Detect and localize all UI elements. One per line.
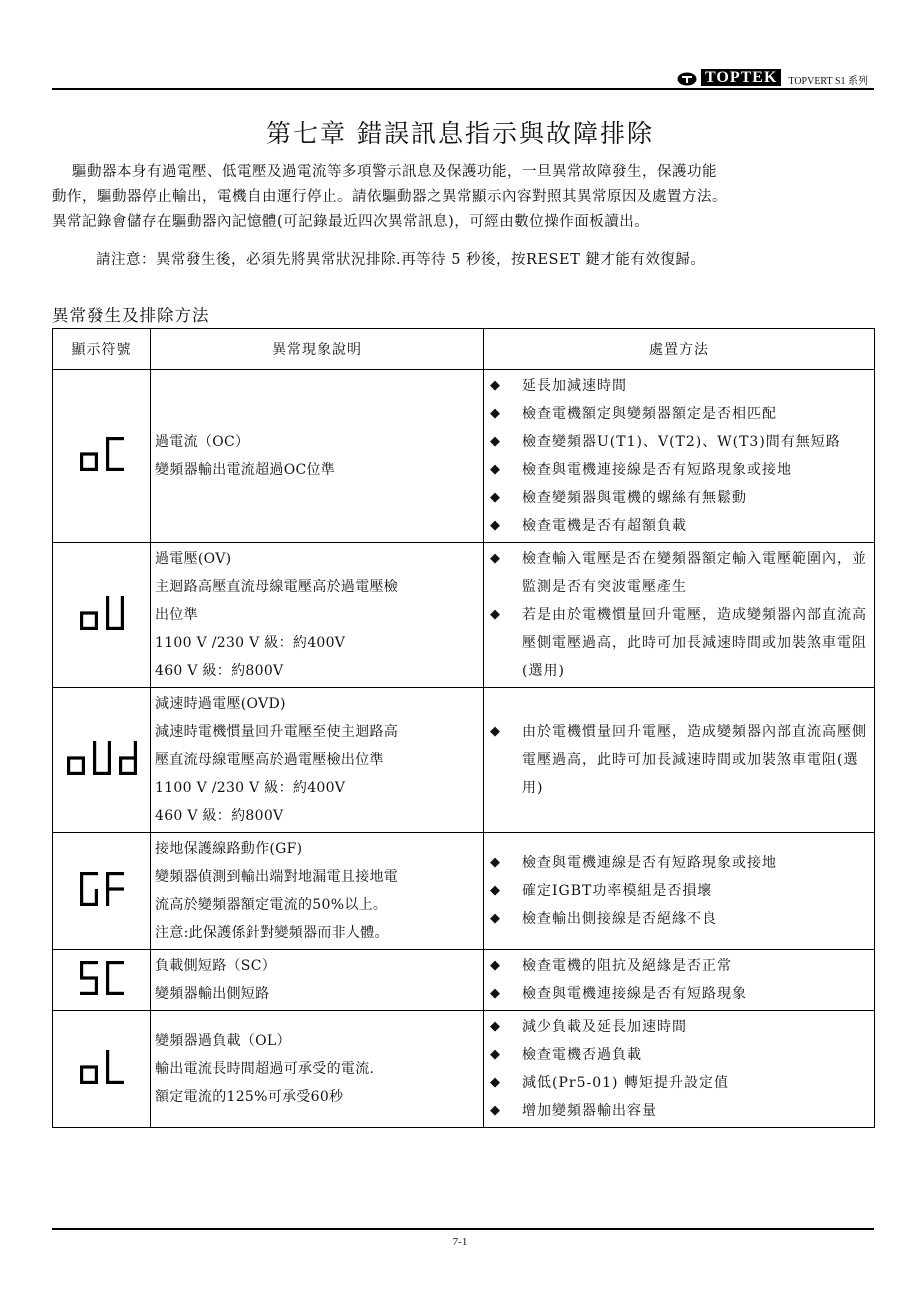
segment [106, 437, 109, 454]
remedy-cell [484, 950, 875, 1011]
description-line: 負載側短路（SC） [155, 958, 277, 974]
series-label: TOPVERT S1 系列 [788, 76, 868, 87]
description-line: 壓直流母線電壓高於過電壓檢出位準 [155, 752, 384, 768]
segment [106, 889, 109, 906]
description-line: 1100 V /230 V 級：約400V [155, 780, 346, 796]
description-line: 過電流（OC） [155, 434, 250, 450]
description-cell [151, 1011, 484, 1128]
diamond-bullet-icon: ◆ [490, 607, 501, 622]
segment [93, 741, 96, 758]
segment [80, 468, 98, 471]
segment [106, 613, 109, 630]
remedy-list [490, 372, 870, 540]
remedy-text: 檢查變頻器與電機的螺絲有無鬆動 [522, 490, 747, 506]
description-line: 出位準 [155, 607, 198, 623]
diamond-bullet-icon: ◆ [490, 518, 501, 533]
seven-segment-code [80, 961, 124, 995]
seven-segment-code [80, 1050, 124, 1084]
header-rule [52, 88, 874, 90]
remedy-item [490, 456, 870, 484]
description-line: 輸出電流長時間超過可承受的電流. [155, 1061, 375, 1077]
table-row [53, 1011, 875, 1128]
display-code-cell [53, 1011, 151, 1128]
description-line: 接地保護線路動作(GF) [155, 841, 303, 857]
segment [106, 1050, 109, 1067]
remedy-list [490, 718, 870, 802]
remedy-item [490, 1097, 870, 1125]
description-cell [151, 543, 484, 688]
display-code-cell [53, 833, 151, 950]
description-line: 流高於變頻器額定電流的50%以上。 [155, 897, 388, 913]
remedy-cell [484, 1011, 875, 1128]
remedy-text: 延長加減速時間 [522, 378, 627, 394]
description-line: 過電壓(OV) [155, 551, 232, 567]
remedy-text: 減低(Pr5-01) 轉矩提升設定值 [522, 1075, 729, 1091]
description-line: 注意:此保護係針對變頻器而非人體。 [155, 925, 389, 941]
diamond-bullet-icon: ◆ [490, 551, 501, 566]
segment [119, 756, 137, 759]
remedy-text: 檢查輸出側接線是否絕緣不良 [522, 911, 717, 927]
remedy-text: 減少負載及延長加速時間 [522, 1019, 687, 1035]
diamond-bullet-icon: ◆ [490, 1019, 501, 1034]
chapter-title: 第七章 錯誤訊息指示與故障排除 [266, 119, 654, 148]
remedy-text: 檢查電機的阻抗及絕緣是否正常 [522, 958, 732, 974]
diamond-bullet-icon: ◆ [490, 1047, 501, 1062]
description-cell [151, 370, 484, 543]
segment [106, 961, 109, 978]
intro-paragraph [52, 160, 874, 235]
description-line: 變頻器輸出側短路 [155, 986, 270, 1002]
diamond-bullet-icon: ◆ [490, 724, 501, 739]
remedy-item [490, 512, 870, 540]
remedy-list [490, 849, 870, 933]
segment [106, 887, 124, 890]
diamond-bullet-icon: ◆ [490, 378, 501, 393]
description-line: 變頻器過負載（OL） [155, 1033, 291, 1049]
remedy-item [490, 877, 870, 905]
diamond-bullet-icon: ◆ [490, 1075, 501, 1090]
diamond-bullet-icon: ◆ [490, 855, 501, 870]
header-remedy: 處置方法 [484, 329, 875, 370]
remedy-cell [484, 688, 875, 833]
header-code: 顯示符號 [53, 329, 151, 370]
diamond-bullet-icon: ◆ [490, 883, 501, 898]
segment [80, 627, 98, 630]
remedy-item [490, 905, 870, 933]
segment [133, 741, 136, 758]
toptek-logo-icon [677, 71, 697, 85]
remedy-list [490, 1013, 870, 1125]
segment [119, 758, 122, 775]
remedy-item [490, 484, 870, 512]
description-cell [151, 950, 484, 1011]
segment [67, 772, 85, 775]
segment [120, 596, 123, 613]
remedy-text: 檢查電機額定與變頻器額定是否相匹配 [522, 406, 777, 422]
display-code-cell [53, 543, 151, 688]
diamond-bullet-icon: ◆ [490, 462, 501, 477]
remedy-item [490, 980, 870, 1008]
segment [106, 596, 109, 613]
segment [94, 889, 97, 906]
remedy-text: 若是由於電機慣量回升電壓，造成變頻器內部直流高壓側電壓過高，此時可加長減速時間或加裝煞車電阻(選用) [522, 607, 867, 679]
remedy-text: 由於電機慣量回升電壓，造成變頻器內部直流高壓側電壓過高，此時可加長減速時間或加裝煞車電阻(選用) [522, 724, 867, 796]
seven-segment-code [80, 872, 124, 906]
remedy-text: 檢查與電機連接線是否有短路現象 [522, 986, 747, 1002]
display-code-cell [53, 370, 151, 543]
table-row [53, 950, 875, 1011]
description-line: 變頻器偵測到輸出端對地漏電且接地電 [155, 869, 399, 885]
table-row [53, 833, 875, 950]
remedy-cell [484, 543, 875, 688]
remedy-item [490, 718, 870, 802]
segment [80, 961, 83, 978]
description-line: 1100 V /230 V 級：約400V [155, 635, 346, 651]
description-line: 460 V 級：約800V [155, 663, 284, 679]
remedy-item [490, 545, 870, 601]
remedy-item [490, 372, 870, 400]
display-code-cell [53, 688, 151, 833]
description-cell [151, 833, 484, 950]
header-description: 異常現象說明 [151, 329, 484, 370]
segment [93, 758, 96, 775]
remedy-item [490, 1069, 870, 1097]
remedy-list [490, 545, 870, 685]
description-line: 額定電流的125%可承受60秒 [155, 1089, 344, 1105]
description-line: 減速時電機慣量回升電壓至使主迴路高 [155, 724, 399, 740]
intro-line: 動作，驅動器停止輸出，電機自由運行停止。請依驅動器之異常顯示內容對照其異常原因及處置方法。 [52, 189, 727, 205]
segment [80, 1081, 98, 1084]
remedy-text: 檢查與電機連接線是否有短路現象或接地 [522, 462, 792, 478]
segment [106, 872, 109, 889]
seven-segment-code [80, 437, 124, 471]
page-number: 7-1 [452, 1236, 468, 1248]
segment [106, 1081, 124, 1084]
diamond-bullet-icon: ◆ [490, 490, 501, 505]
table-header-row [53, 329, 875, 370]
intro-line: 異常記錄會儲存在驅動器內記憶體(可記錄最近四次異常訊息)，可經由數位操作面板讀出。 [52, 214, 650, 230]
diamond-bullet-icon: ◆ [490, 958, 501, 973]
remedy-text: 檢查電機是否有超額負載 [522, 518, 687, 534]
remedy-text: 檢查輸入電壓是否在變頻器額定輸入電壓範圍內，並監測是否有突波電壓產生 [522, 551, 867, 595]
description-line: 減速時過電壓(OVD) [155, 696, 286, 712]
description-line: 主迴路高壓直流母線電壓高於過電壓檢 [155, 579, 399, 595]
remedy-item [490, 400, 870, 428]
remedy-cell [484, 370, 875, 543]
description-cell [151, 688, 484, 833]
page-header [52, 66, 874, 90]
brand-name: TOPTEK [701, 69, 781, 86]
remedy-text: 增加變頻器輸出容量 [522, 1103, 657, 1119]
description-line: 變頻器輸出電流超過OC位準 [155, 462, 336, 478]
diamond-bullet-icon: ◆ [490, 1103, 501, 1118]
remedy-item [490, 601, 870, 685]
diamond-bullet-icon: ◆ [490, 406, 501, 421]
remedy-cell [484, 833, 875, 950]
remedy-text: 確定IGBT功率模組是否損壞 [522, 883, 713, 899]
segment [106, 468, 124, 471]
seven-segment-code [67, 741, 137, 775]
remedy-item [490, 952, 870, 980]
seven-segment-code [80, 596, 124, 630]
table-row [53, 370, 875, 543]
remedy-text: 檢查變頻器U(T1)、V(T2)、W(T3)間有無短路 [522, 434, 841, 450]
remedy-text: 檢查電機否過負載 [522, 1047, 642, 1063]
remedy-item [490, 1013, 870, 1041]
segment [107, 741, 110, 758]
diamond-bullet-icon: ◆ [490, 434, 501, 449]
section-title: 異常發生及排除方法 [52, 306, 210, 325]
notice-text: 請注意：異常發生後，必須先將異常狀況排除.再等待 5 秒後，按RESET 鍵才能有效復歸。 [96, 252, 706, 268]
intro-line: 驅動器本身有過電壓、低電壓及過電流等多項警示訊息及保護功能，一旦異常故障發生，保護功能 [72, 164, 717, 180]
remedy-item [490, 1041, 870, 1069]
table-row [53, 543, 875, 688]
diamond-bullet-icon: ◆ [490, 911, 501, 926]
remedy-item [490, 428, 870, 456]
footer-rule [52, 1228, 874, 1230]
remedy-text: 檢查與電機連線是否有短路現象或接地 [522, 855, 777, 871]
diamond-bullet-icon: ◆ [490, 986, 501, 1001]
segment [80, 992, 98, 995]
remedy-list [490, 952, 870, 1008]
segment [80, 872, 83, 889]
error-table [52, 328, 875, 1128]
description-line: 460 V 級：約800V [155, 808, 284, 824]
remedy-item [490, 849, 870, 877]
display-code-cell [53, 950, 151, 1011]
brand-logo [677, 68, 868, 87]
segment [106, 992, 124, 995]
table-row [53, 688, 875, 833]
